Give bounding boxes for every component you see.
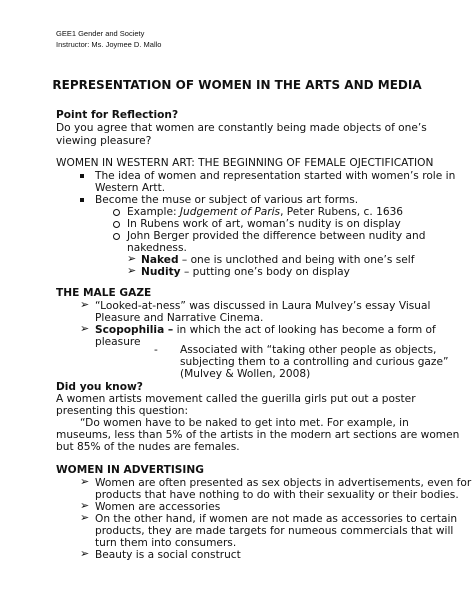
gaze-quote-1: Associated with “taking other people as objects, — [180, 344, 437, 356]
scopophilia-text: in which the act of looking has become a form of — [173, 324, 436, 336]
gaze-quote-2: subjecting them to a controlling and curious gaze” — [180, 356, 449, 368]
gaze-bullet-1: “Looked-at-ness” was discussed in Laura Mulvey’s essay Visual — [95, 300, 431, 312]
arrow-bullet-icon: ➢ — [80, 547, 90, 560]
ads-bullet-3: On the other hand, if women are not made as accessories to certain — [95, 513, 458, 525]
western-bullet-1: The idea of women and representation started with women’s role in — [95, 170, 456, 182]
gaze-bullet-1-cont: Pleasure and Narrative Cinema. — [95, 312, 264, 324]
western-sub-3-cont: nakedness. — [127, 242, 187, 254]
naked-definition — [141, 254, 414, 266]
arrow-bullet-icon: ➢ — [80, 322, 90, 335]
reflection-text-2: viewing pleasure? — [56, 135, 152, 147]
sub-1-prefix: Example: — [127, 206, 180, 218]
arrow-bullet-icon: ➢ — [127, 252, 137, 265]
naked-text: – one is unclothed and being with one’s self — [178, 254, 415, 266]
ads-bullet-2: Women are accessories — [95, 501, 221, 513]
know-text-3: “Do women have to be naked to get into met. For example, in — [80, 417, 409, 429]
know-text-4: museums, less than 5% of the artists in the modern art sections are women — [56, 429, 460, 441]
know-text-5: but 85% of the nudes are females. — [56, 441, 240, 453]
artwork-title: Judgement of Paris — [179, 206, 281, 218]
square-bullet-icon — [80, 174, 84, 178]
ads-bullet-3-cont2: turn them into consumers. — [95, 537, 237, 549]
know-text-2: presenting this question: — [56, 405, 189, 417]
arrow-bullet-icon: ➢ — [127, 264, 137, 277]
arrow-bullet-icon: ➢ — [80, 475, 90, 488]
know-heading: Did you know? — [56, 381, 143, 393]
western-bullet-1-cont: Western Artt. — [95, 182, 166, 194]
course-header: GEE1 Gender and Society — [56, 29, 145, 38]
square-bullet-icon — [80, 198, 84, 202]
western-sub-2: In Rubens work of art, woman’s nudity is on display — [127, 218, 401, 230]
ads-bullet-1-cont: products that have nothing to do with their sexuality or their bodies. — [95, 489, 459, 501]
gaze-citation: (Mulvey & Wollen, 2008) — [180, 368, 311, 380]
arrow-bullet-icon: ➢ — [80, 511, 90, 524]
instructor-header: Instructor: Ms. Joymee D. Mallo — [56, 40, 162, 49]
nudity-text: – putting one’s body on display — [180, 266, 350, 278]
arrow-bullet-icon: ➢ — [80, 298, 90, 311]
ads-bullet-4: Beauty is a social construct — [95, 549, 241, 561]
circle-bullet-icon — [113, 221, 120, 228]
know-text-1: A women artists movement called the guerilla girls put out a poster — [56, 393, 416, 405]
ads-bullet-1: Women are often presented as sex objects in advertisements, even for — [95, 477, 472, 489]
gaze-bullet-2-cont: pleasure — [95, 336, 141, 348]
reflection-heading: Point for Reflection? — [56, 109, 179, 121]
ads-bullet-3-cont: products, they are made targets for numeous commercials that will — [95, 525, 454, 537]
circle-bullet-icon — [113, 233, 120, 240]
naked-term: Naked — [141, 254, 179, 266]
nudity-definition — [141, 266, 350, 278]
arrow-bullet-icon: ➢ — [80, 499, 90, 512]
western-sub-3: John Berger provided the difference between nudity and — [127, 230, 426, 242]
ads-heading: WOMEN IN ADVERTISING — [56, 464, 204, 476]
reflection-text-1: Do you agree that women are constantly being made objects of one’s — [56, 122, 427, 134]
sub-1-suffix: , Peter Rubens, c. 1636 — [280, 206, 404, 218]
dash-bullet-icon: - — [154, 344, 158, 356]
circle-bullet-icon — [113, 209, 120, 216]
gaze-bullet-2 — [95, 324, 436, 336]
western-sub-1 — [127, 206, 403, 218]
page-title: REPRESENTATION OF WOMEN IN THE ARTS AND MEDIA — [52, 78, 422, 92]
scopophilia-term: Scopophilia – — [95, 324, 174, 336]
gaze-heading: THE MALE GAZE — [56, 287, 152, 299]
nudity-term: Nudity — [141, 266, 181, 278]
western-heading: WOMEN IN WESTERN ART: THE BEGINNING OF FEMALE OJECTIFICATION — [56, 157, 434, 169]
western-bullet-2: Become the muse or subject of various art forms. — [95, 194, 359, 206]
